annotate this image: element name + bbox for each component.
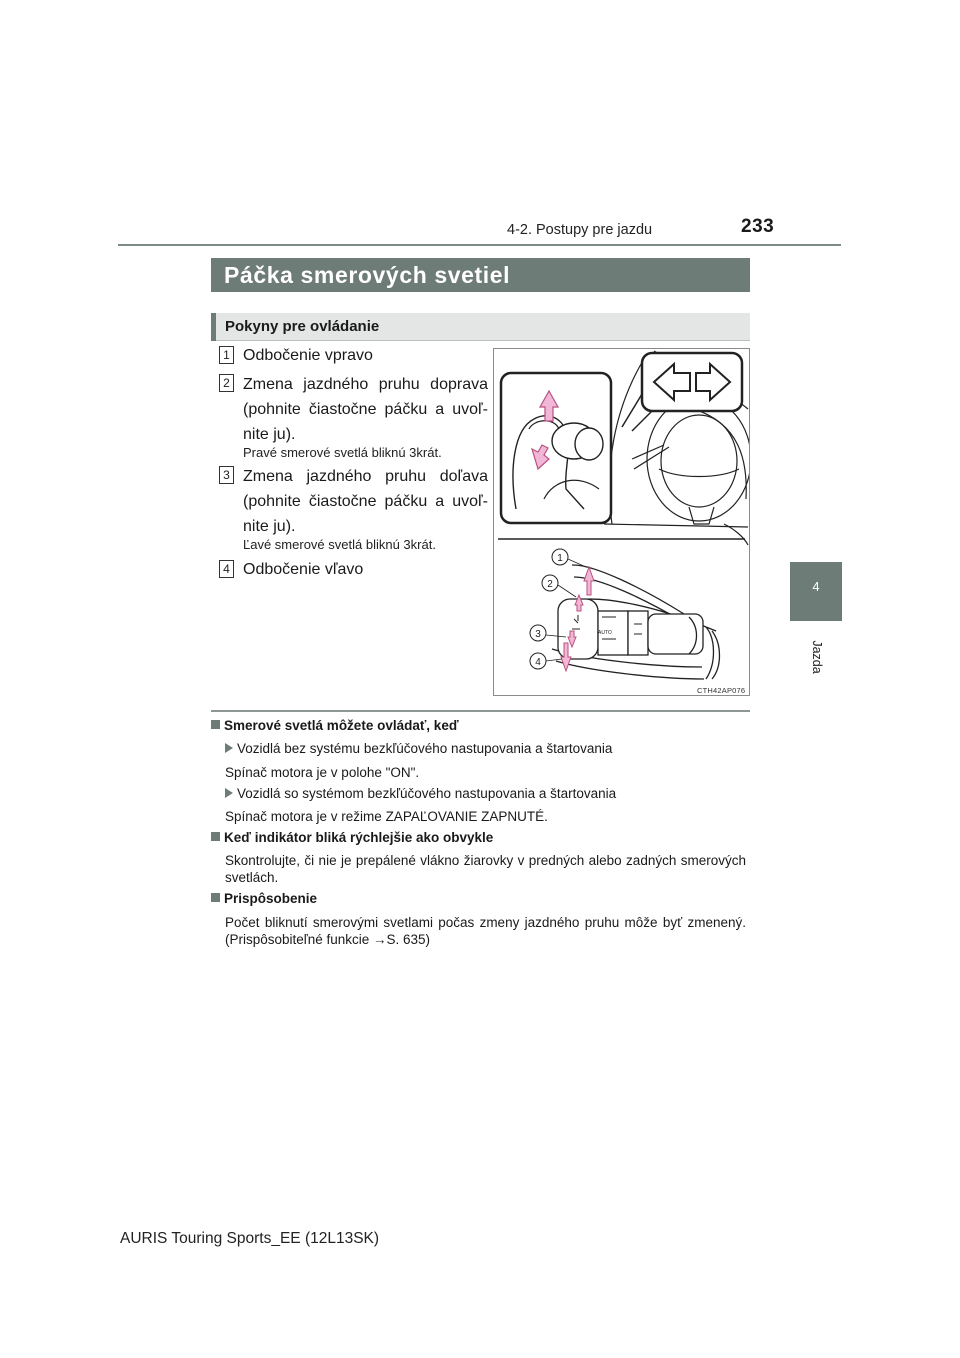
note-heading-2 xyxy=(211,830,493,845)
chapter-title-text: Jazda xyxy=(810,640,824,674)
square-bullet-icon xyxy=(211,893,220,902)
figure-caption: CTH42AP076 xyxy=(697,686,746,695)
page-title: Páčka smerových svetiel xyxy=(211,258,750,292)
triangle-bullet-icon xyxy=(225,788,233,798)
section-divider xyxy=(211,710,750,712)
page-number: 233 xyxy=(741,216,775,237)
step-text-2: Zmena jazdného pruhu doprava (pohnite čiastočne páčku a uvoľ- nite ju). xyxy=(243,376,488,443)
step-text-1: Odbočenie vpravo xyxy=(243,347,373,364)
note-heading-3-text: Prispôsobenie xyxy=(224,891,318,906)
footer-model-label: AURIS Touring Sports_EE (12L13SK) xyxy=(120,1230,380,1247)
callout-3: 3 xyxy=(535,629,541,640)
lever-illustration xyxy=(494,349,749,695)
square-bullet-icon xyxy=(211,720,220,729)
section-subtitle xyxy=(211,313,750,341)
callout-4: 4 xyxy=(535,657,541,668)
step-number-4: 4 xyxy=(219,560,234,578)
section-label: 4-2. Postupy pre jazdu xyxy=(507,222,653,238)
hand-on-lever-inset xyxy=(501,373,611,523)
note-bullet-1 xyxy=(225,741,612,756)
callout-2: 2 xyxy=(547,579,553,590)
step-note-3: Ľavé smerové svetlá bliknú 3krát. xyxy=(243,537,436,552)
turn-signal-lever-figure xyxy=(493,348,750,696)
callout-1: 1 xyxy=(557,553,563,564)
note-bullet-2-text: Vozidlá so systémom bezkľúčového nastupovania a štartovania xyxy=(237,786,617,801)
note-heading-1-text: Smerové svetlá môžete ovládať, keď xyxy=(224,718,459,733)
chapter-tab: 4 xyxy=(790,562,842,621)
note-text-1a: Spínač motora je v polohe "ON". xyxy=(225,765,420,780)
section-subtitle-text: Pokyny pre ovládanie xyxy=(225,318,380,335)
step-text-4: Odbočenie vľavo xyxy=(243,561,364,578)
arrow-1-up xyxy=(584,567,594,595)
note-text-3: Počet bliknutí smerovými svetlami počas zmeny jazdného pruhu môže byť zmenený. (Prispôsobiteľné funkcie →S. 635) xyxy=(225,915,746,947)
note-bullet-2 xyxy=(225,786,616,801)
switch-auto-label: AUTO xyxy=(598,630,612,636)
step-number-1: 1 xyxy=(219,346,234,364)
triangle-bullet-icon xyxy=(225,743,233,753)
header-rule xyxy=(118,244,841,246)
note-text-1b: Spínač motora je v režime ZAPAĽOVANIE ZAPNUTÉ. xyxy=(225,809,548,824)
chapter-title xyxy=(797,632,837,682)
step-number-2: 2 xyxy=(219,374,234,392)
note-bullet-1-text: Vozidlá bez systému bezkľúčového nastupovania a štartovania xyxy=(237,741,613,756)
note-text-2: Skontrolujte, či nie je prepálené vlákno žiarovky v predných alebo zadných smerových svetlách. xyxy=(225,853,746,885)
note-heading-2-text: Keď indikátor bliká rýchlejšie ako obvykle xyxy=(224,830,494,845)
note-heading-1 xyxy=(211,718,459,733)
step-text-3: Zmena jazdného pruhu doľava (pohnite čiastočne páčku a uvoľ- nite ju). xyxy=(243,468,488,535)
step-note-2: Pravé smerové svetlá bliknú 3krát. xyxy=(243,445,442,460)
square-bullet-icon xyxy=(211,832,220,841)
note-heading-3 xyxy=(211,891,317,906)
step-number-3: 3 xyxy=(219,466,234,484)
lever-detail xyxy=(552,565,720,679)
